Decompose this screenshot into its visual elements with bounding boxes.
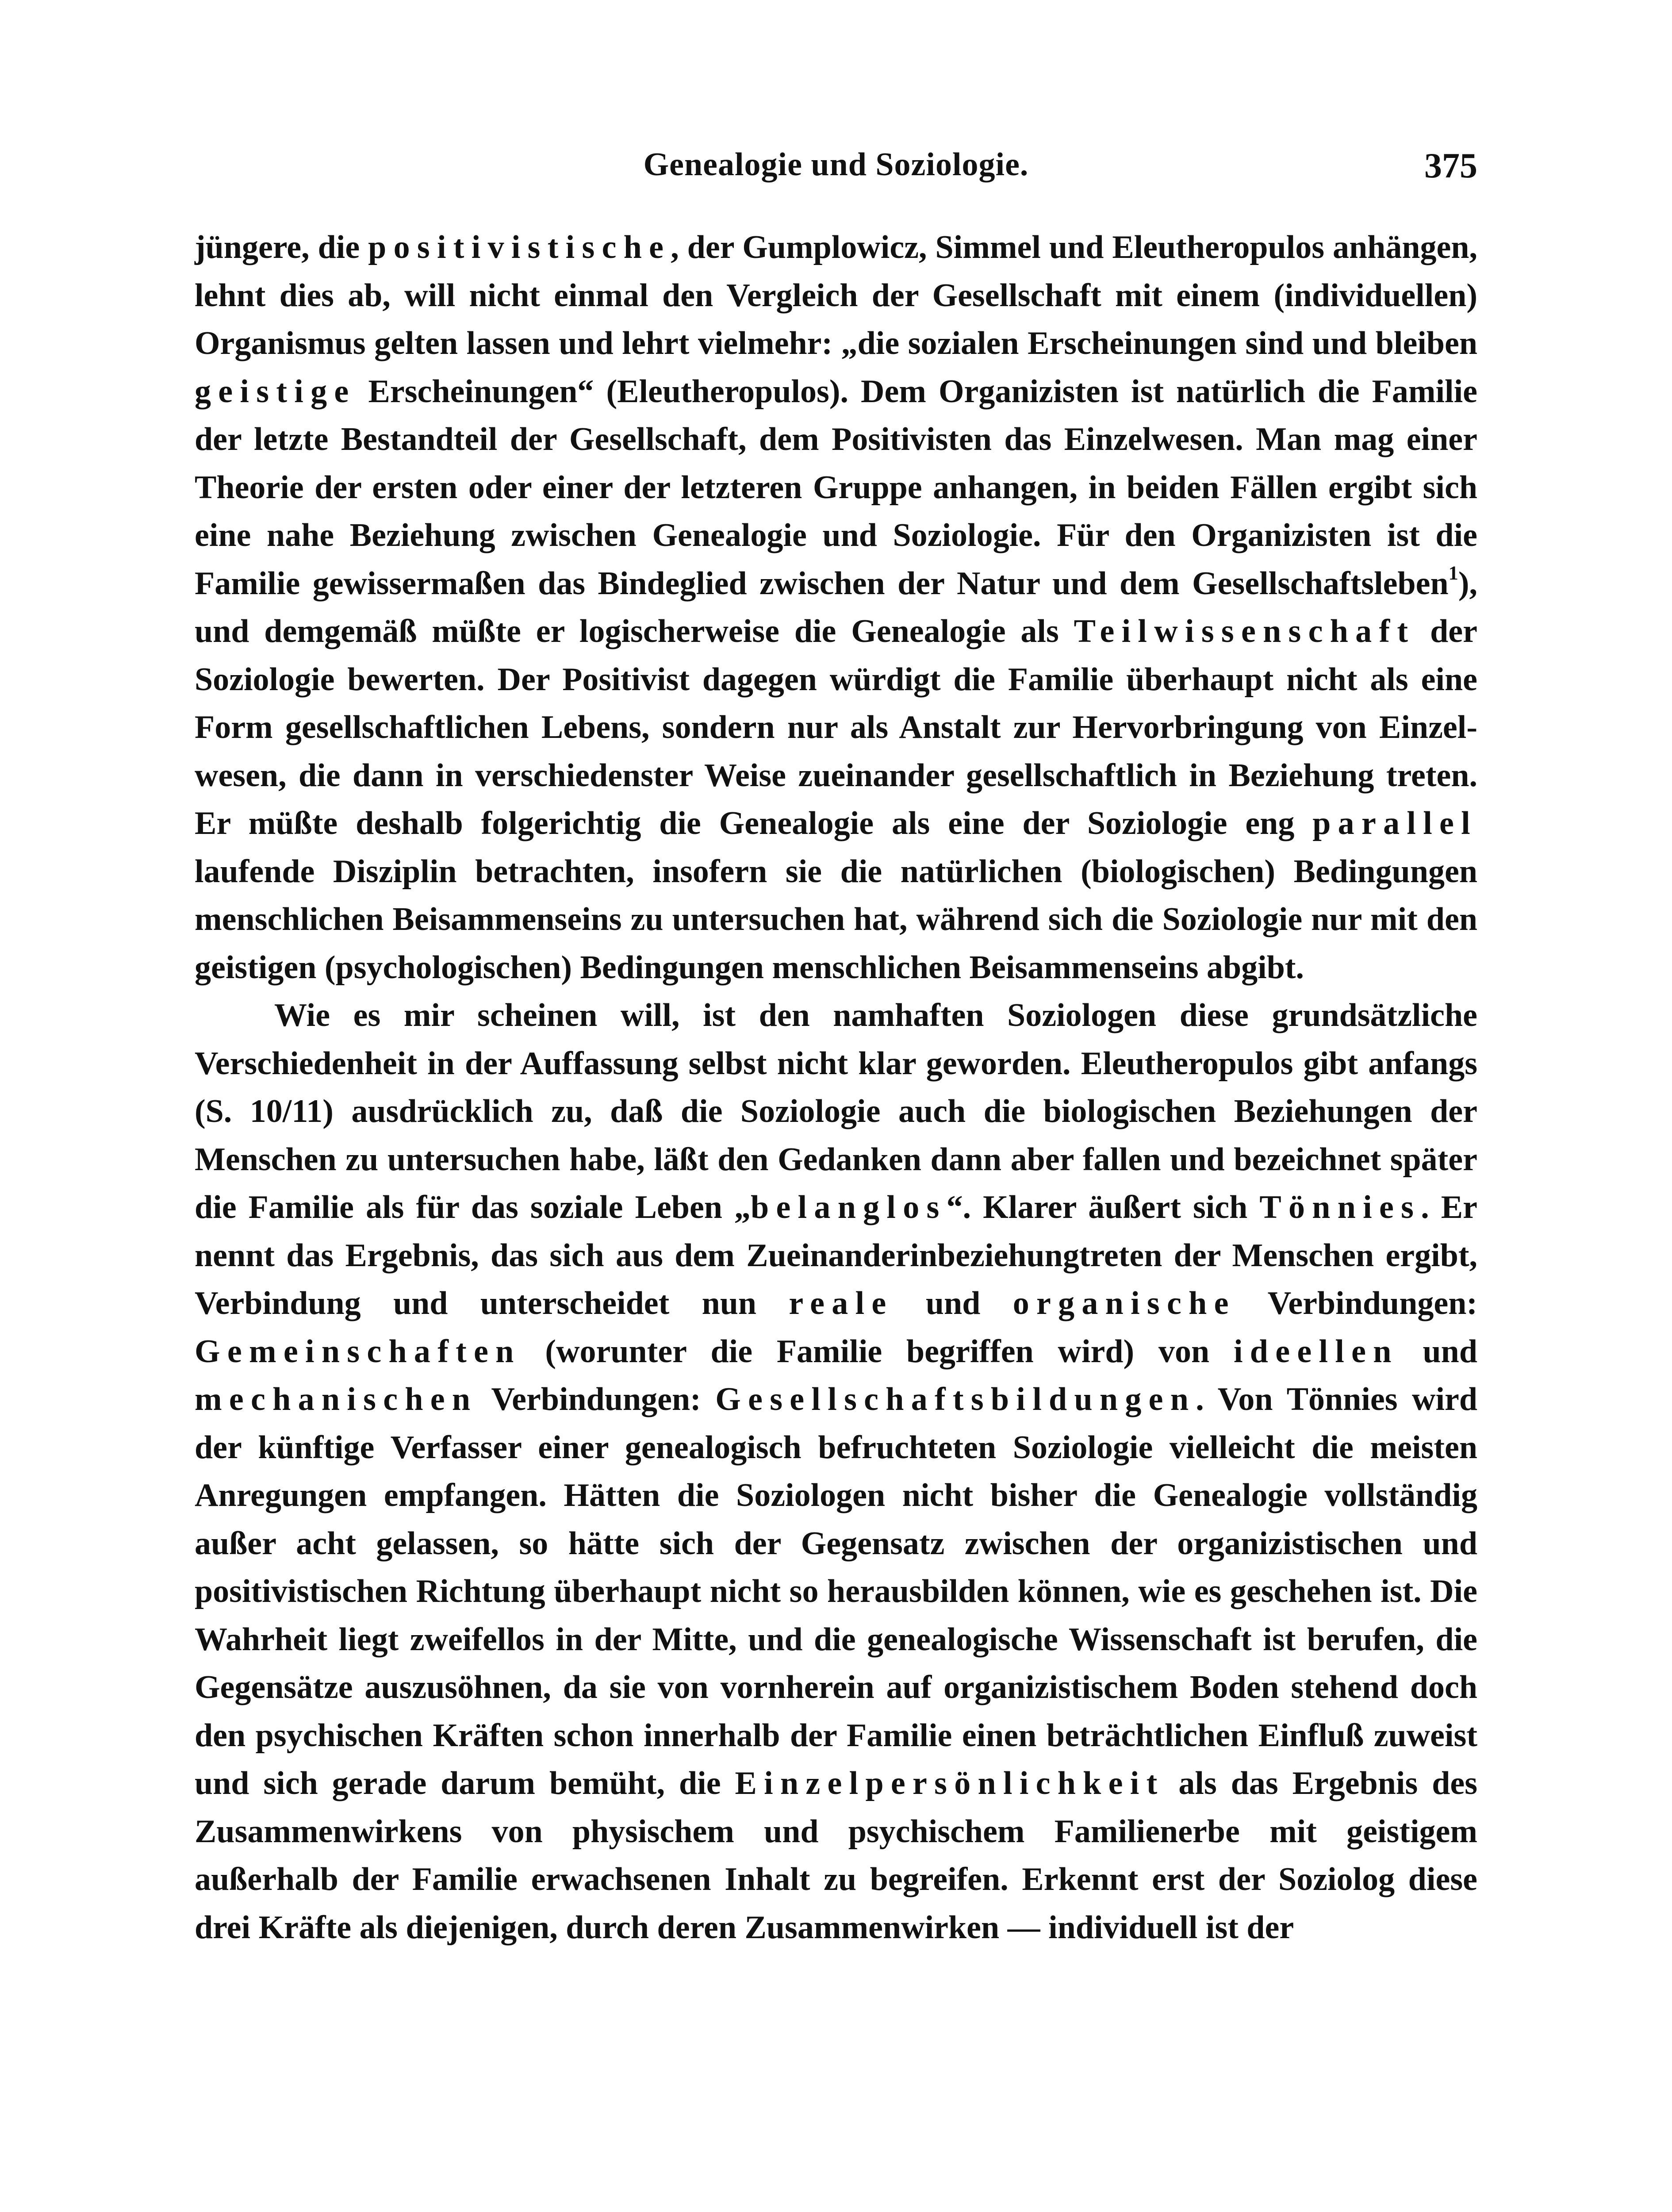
emphasized-text: Einzelpersönlichkeit bbox=[735, 1765, 1165, 1801]
paragraph bbox=[195, 991, 1477, 1951]
text-run: jüngere, die bbox=[195, 229, 368, 265]
emphasized-text: Gesellschaftsbildungen bbox=[715, 1381, 1196, 1417]
text-run: . Von Tönnies wird der künftige Verfasser einer genealogisch befruchteten Soziologie vielleicht die meisten Anregungen empfangen. Hätten die Soziologen nicht bisher die Genealogie vollständig außer acht gelassen, so hätte sich der Gegensatz zwischen der organizistischen und positivistischen Richtung überhaupt nicht so herausbilden können, wie es geschehen ist. Die Wahrheit liegt zweifellos in der Mitte, und die genealogische Wissenschaft ist berufen, die Gegensätze auszusöhnen, da sie von vornherein auf organizistischem Boden stehend doch den psychischen Kräften schon innerhalb der Familie einen beträchtlichen Einfluß zuweist und sich gerade darum bemüht, die bbox=[195, 1381, 1477, 1801]
emphasized-text: Teilwissenschaft bbox=[1074, 613, 1415, 649]
text-run: (worunter die Familie begriffen wird) von bbox=[521, 1333, 1234, 1370]
emphasized-text: Tönnies bbox=[1259, 1189, 1421, 1225]
text-run: als das Ergebnis des Zusammenwirkens von physischem und psychischem Familienerbe mit geistigem außerhalb der Familie erwachsenen Inhalt zu begreifen. Erkennt erst der Soziolog diese drei Kräfte als diejenigen, durch deren Zusammenwirken — individuell ist der bbox=[195, 1765, 1478, 1946]
emphasized-text: geistige bbox=[195, 373, 356, 410]
text-run: Erscheinungen“ (Eleutheropulos). Dem Organizisten ist natürlich die Familie der letzte Bestandteil der Gesellschaft, dem Positivisten das Einzelwesen. Man mag einer Theorie der ersten oder einer der letzteren Gruppe anhangen, in beiden Fällen ergibt sich eine nahe Beziehung zwischen Genealogie und Soziologie. Für den Organizisten ist die Familie gewissermaßen das Bindeglied zwischen der Natur und dem Gesellschaftsleben bbox=[195, 373, 1477, 602]
text-run: Verbindungen: bbox=[477, 1381, 716, 1417]
text-run: der Soziologie bewerten. Der Positivist dagegen würdigt die Familie überhaupt nicht als eine Form gesellschaftlichen Lebens, sondern nur als Anstalt zur Hervorbringung von Einzelwesen, die dann in verschiedenster Weise zueinander gesellschaftlich in Beziehung treten. Er müßte deshalb folgerichtig die Genealogie als eine der Soziologie eng bbox=[195, 613, 1477, 841]
footnote-marker: 1 bbox=[1448, 561, 1458, 584]
emphasized-text: reale bbox=[789, 1285, 894, 1321]
text-run: “. Klarer äußert sich bbox=[946, 1189, 1260, 1225]
emphasized-text: organische bbox=[1012, 1285, 1236, 1321]
text-run: und bbox=[893, 1285, 1013, 1321]
text-run: ), und demgemäß müßte er logischerweise die Genealogie als bbox=[195, 565, 1477, 649]
page-number: 375 bbox=[1424, 146, 1477, 185]
emphasized-text: Gemeinschaften bbox=[195, 1333, 521, 1370]
page-header bbox=[195, 146, 1477, 199]
text-run: , der Gumplowicz, Simmel und Eleutheropulos anhängen, lehnt dies ab, will nicht einmal den Vergleich der Gesellschaft mit einem (individuellen) Organismus gelten lassen und lehrt vielmehr: „die sozialen Erscheinungen sind und bleiben bbox=[195, 229, 1477, 361]
text-run: . Er nennt das Ergebnis, das sich aus dem Zueinanderinbeziehungtreten der Menschen ergibt, Verbindung und unterscheidet nun bbox=[195, 1189, 1478, 1321]
emphasized-text: parallel bbox=[1312, 805, 1477, 841]
main-text bbox=[195, 223, 1477, 1951]
text-run: Wie es mir scheinen will, ist den namhaften Soziologen diese grundsätzliche Verschiedenheit in der Auffassung selbst nicht klar geworden. Eleutheropulos gibt anfangs (S. 10/11) ausdrücklich zu, daß die Soziologie auch die biologischen Beziehungen der Menschen zu untersuchen habe, läßt den Gedanken dann aber fallen und bezeichnet später die Familie als für das soziale Leben „ bbox=[195, 997, 1477, 1225]
text-run: Verbindungen: bbox=[1235, 1285, 1478, 1321]
emphasized-text: mechanischen bbox=[195, 1381, 478, 1417]
text-run: und bbox=[1398, 1333, 1477, 1370]
emphasized-text: ideellen bbox=[1233, 1333, 1399, 1370]
paragraph bbox=[195, 223, 1477, 991]
emphasized-text: positivistische bbox=[368, 229, 671, 265]
text-run: laufende Disziplin betrachten, insofern sie die natürlichen (biologischen) Bedingungen menschlichen Beisammenseins zu untersuchen hat, während sich die Soziologie nur mit den geistigen (psychologischen) Bedingungen menschlichen Beisammenseins abgibt. bbox=[195, 853, 1477, 986]
running-title: Genealogie und Soziologie. bbox=[643, 146, 1029, 183]
emphasized-text: belanglos bbox=[751, 1189, 947, 1225]
